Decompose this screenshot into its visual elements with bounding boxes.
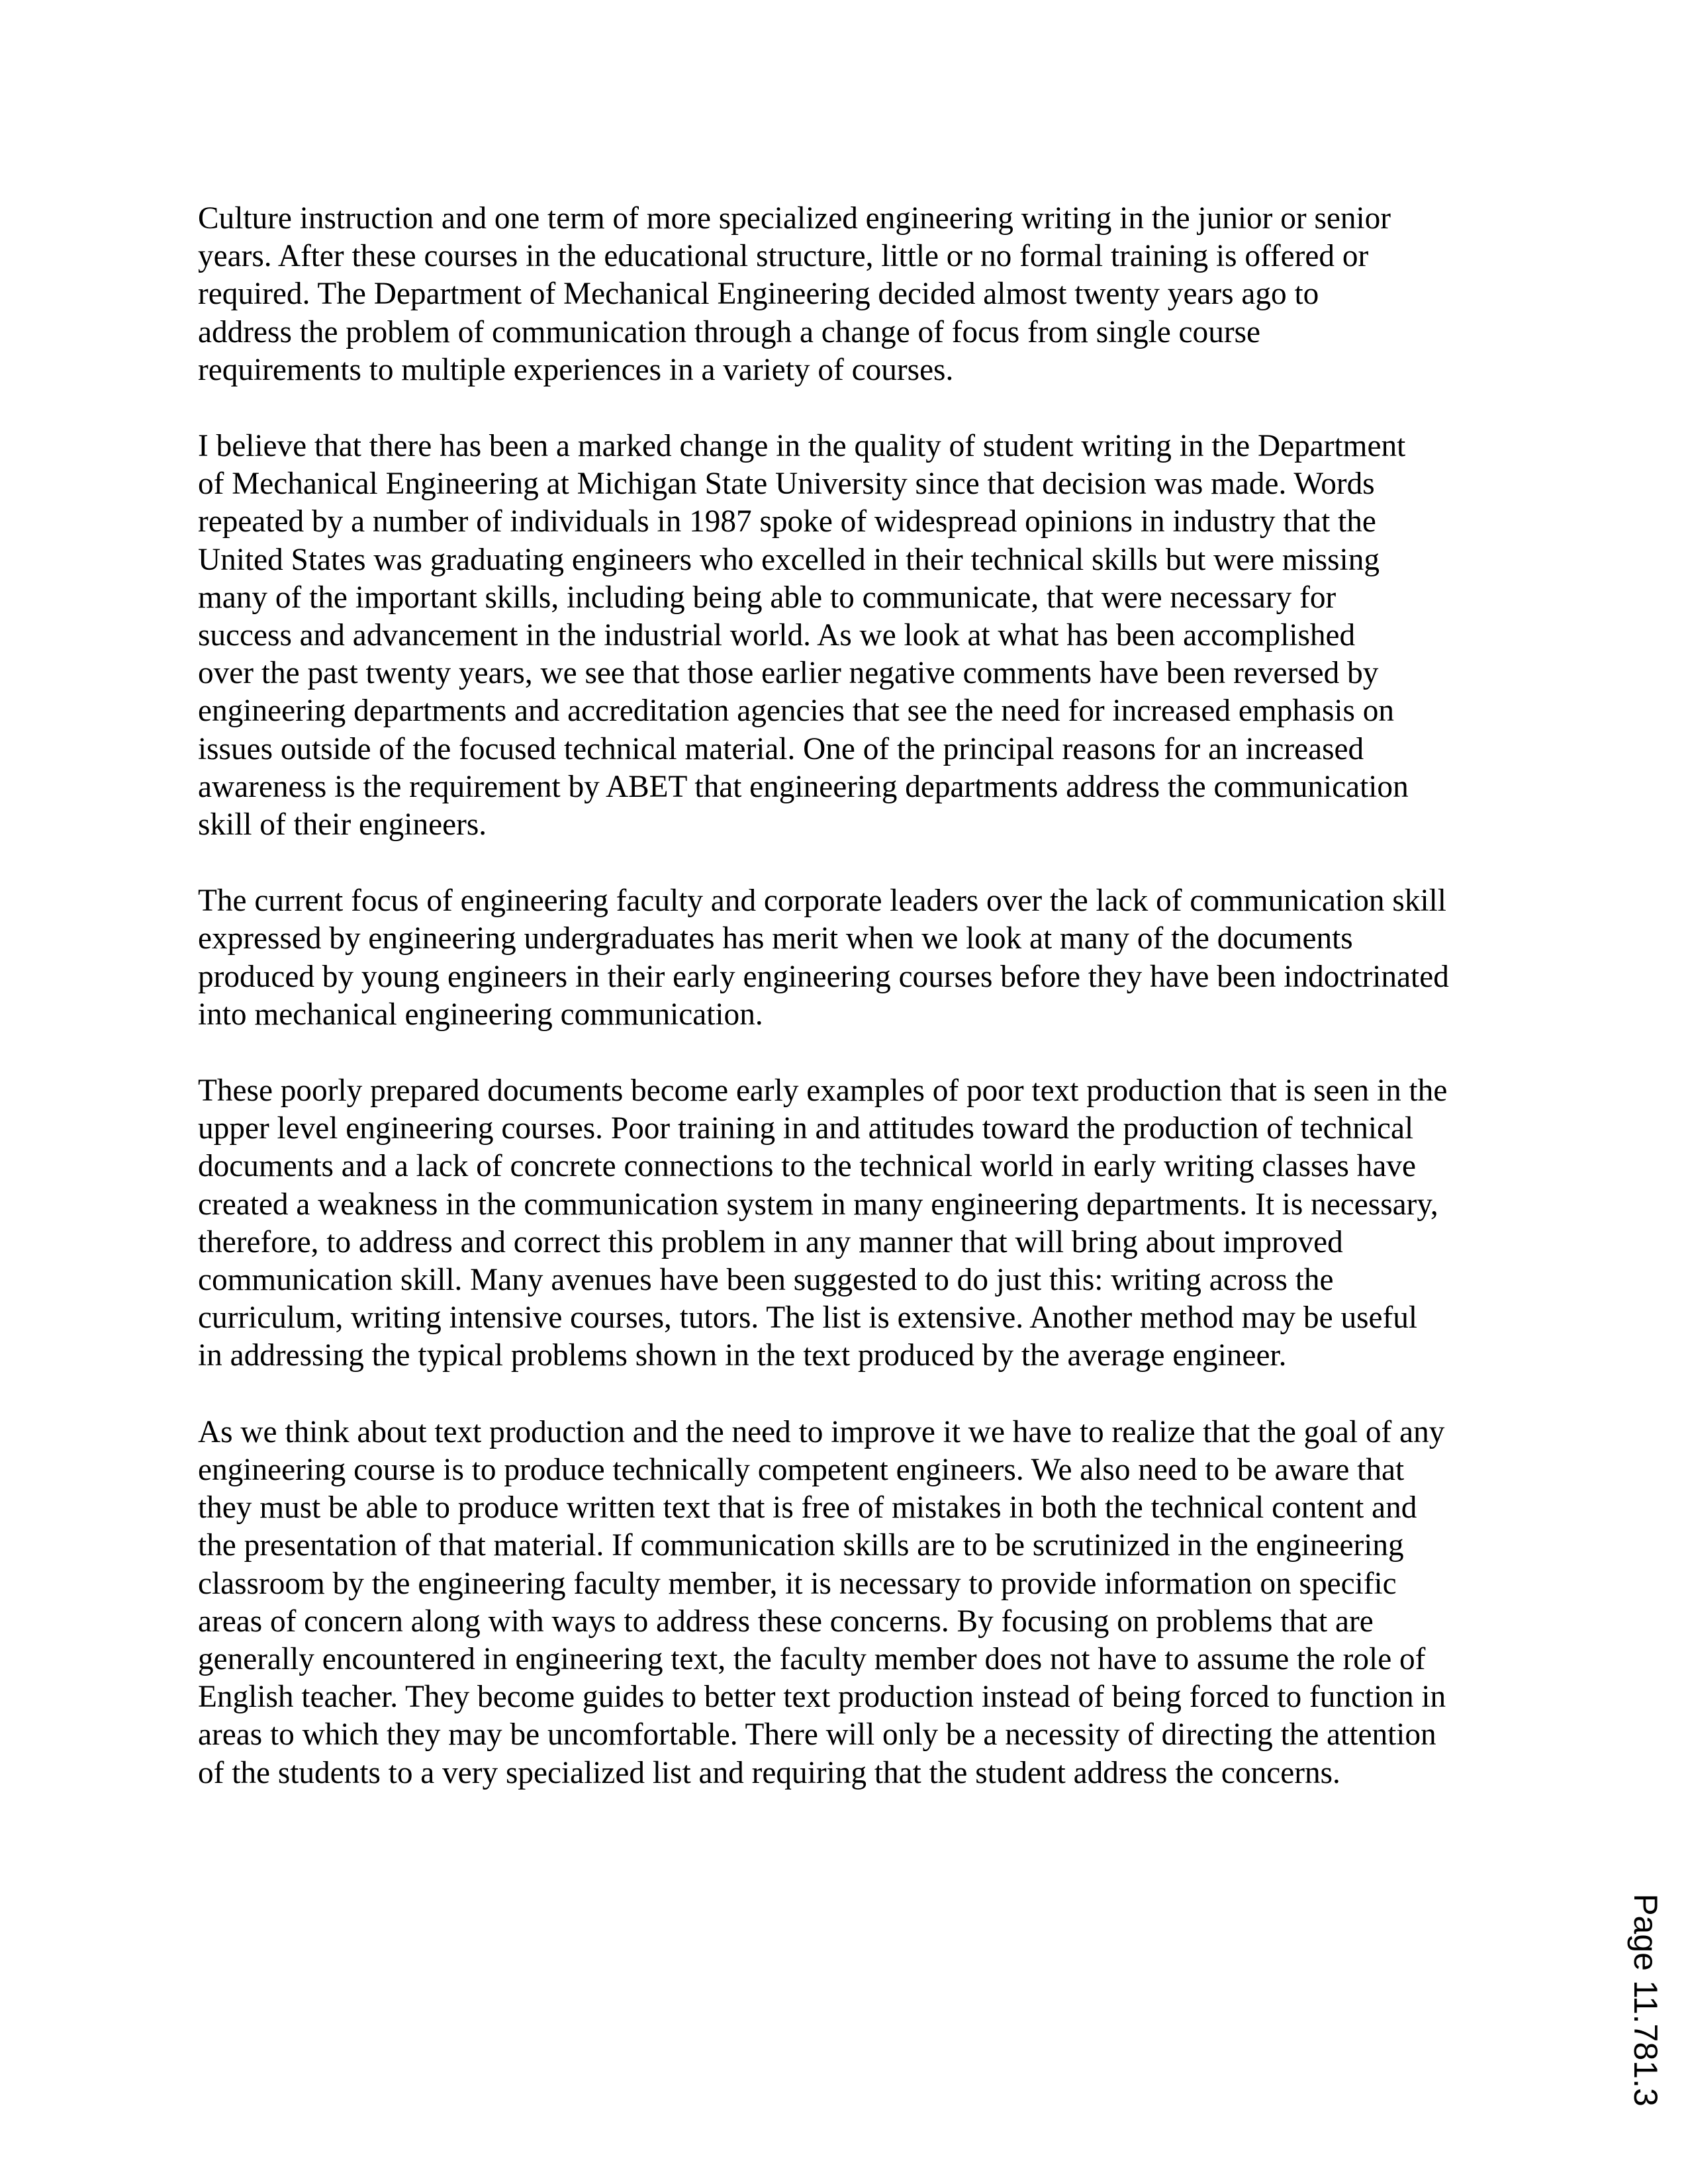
text-line: Culture instruction and one term of more specialized engineering writing in the junior or senior: [198, 201, 1391, 236]
text-line: skill of their engineers.: [198, 807, 487, 842]
text-line: issues outside of the focused technical material. One of the principal reasons for an increased: [198, 731, 1364, 766]
text-line: of the students to a very specialized list and requiring that the student address the concerns.: [198, 1755, 1340, 1790]
text-line: into mechanical engineering communication.: [198, 997, 763, 1032]
text-line: I believe that there has been a marked change in the quality of student writing in the Department: [198, 429, 1406, 464]
paragraph-4: [198, 1072, 1495, 1375]
text-line: awareness is the requirement by ABET that engineering departments address the communication: [198, 769, 1409, 804]
text-line: The current focus of engineering faculty and corporate leaders over the lack of communication skill: [198, 884, 1446, 919]
text-line: repeated by a number of individuals in 1987 spoke of widespread opinions in industry that the: [198, 504, 1376, 539]
text-line: engineering course is to produce technically competent engineers. We also need to be aware that: [198, 1452, 1405, 1487]
text-line: These poorly prepared documents become early examples of poor text production that is seen in the: [198, 1073, 1448, 1109]
text-line: success and advancement in the industrial world. As we look at what has been accomplished: [198, 618, 1356, 653]
paragraph-3: [198, 882, 1495, 1034]
text-line: communication skill. Many avenues have been suggested to do just this: writing across the: [198, 1263, 1334, 1298]
text-line: generally encountered in engineering text, the faculty member does not have to assume the role of: [198, 1641, 1426, 1676]
text-line: English teacher. They become guides to better text production instead of being forced to function in: [198, 1680, 1446, 1715]
paragraph-2: [198, 428, 1495, 844]
text-line: many of the important skills, including being able to communicate, that were necessary for: [198, 580, 1336, 615]
text-line: required. The Department of Mechanical Engineering decided almost twenty years ago to: [198, 277, 1319, 312]
text-line: over the past twenty years, we see that those earlier negative comments have been reversed by: [198, 656, 1379, 691]
paragraph-1: [198, 200, 1495, 389]
text-line: the presentation of that material. If communication skills are to be scrutinized in the engineering: [198, 1528, 1404, 1563]
text-line: United States was graduating engineers who excelled in their technical skills but were missing: [198, 542, 1380, 577]
text-line: created a weakness in the communication system in many engineering departments. It is necessary,: [198, 1187, 1438, 1222]
text-line: they must be able to produce written text that is free of mistakes in both the technical content and: [198, 1490, 1417, 1525]
text-line: of Mechanical Engineering at Michigan State University since that decision was made. Words: [198, 467, 1375, 502]
text-line: address the problem of communication through a change of focus from single course: [198, 314, 1260, 349]
text-line: curriculum, writing intensive courses, tutors. The list is extensive. Another method may be useful: [198, 1300, 1418, 1336]
text-line: engineering departments and accreditation agencies that see the need for increased emphasis on: [198, 694, 1395, 729]
text-line: areas to which they may be uncomfortable. There will only be a necessity of directing the attention: [198, 1717, 1436, 1752]
text-line: upper level engineering courses. Poor training in and attitudes toward the production of technical: [198, 1111, 1414, 1146]
text-line: areas of concern along with ways to address these concerns. By focusing on problems that are: [198, 1604, 1374, 1639]
text-line: years. After these courses in the educational structure, little or no formal training is offered or: [198, 239, 1369, 274]
text-line: classroom by the engineering faculty member, it is necessary to provide information on specific: [198, 1566, 1397, 1601]
text-line: documents and a lack of concrete connections to the technical world in early writing classes have: [198, 1149, 1416, 1184]
paragraph-5: [198, 1414, 1495, 1792]
text-line: therefore, to address and correct this problem in any manner that will bring about improved: [198, 1224, 1343, 1259]
text-line: expressed by engineering undergraduates has merit when we look at many of the documents: [198, 921, 1353, 956]
text-line: As we think about text production and the need to improve it we have to realize that the goal of any: [198, 1414, 1445, 1449]
text-line: in addressing the typical problems shown in the text produced by the average engineer.: [198, 1338, 1287, 1373]
text-line: produced by young engineers in their early engineering courses before they have been indoctrinated: [198, 959, 1449, 994]
text-line: requirements to multiple experiences in a variety of courses.: [198, 352, 954, 387]
document-body: [198, 200, 1495, 1831]
page-number: Page 11.781.3: [1627, 1893, 1664, 2107]
